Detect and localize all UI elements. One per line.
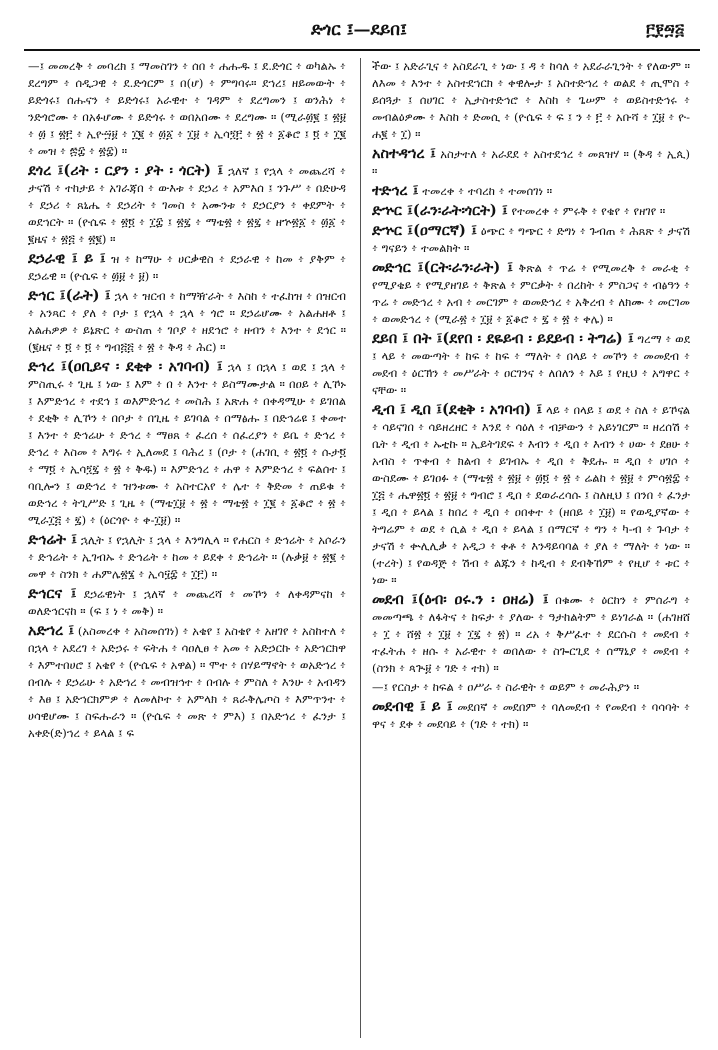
dictionary-entry [28,622,346,742]
entry-headword: ድኅሬት ፤ [28,531,78,548]
entry-headword: ተድኅረ ፤ [372,182,419,199]
dictionary-entry [372,591,690,677]
dictionary-entry [372,58,690,143]
dictionary-entry [28,162,346,248]
page-number: ፫፻፵፭ [646,20,684,39]
dictionary-entry [372,202,690,220]
entry-definition: ላይ ፥ በላይ ፤ ወደ ፥ ስለ ፥ ይኾናል ፥ ሳይናገበ ፥ ሳይዘረዘር ፥ እንደ ፥ ሳዕለ ፥ ብቻውን ፥ አይነገርም ። ዘረሰሽ ፥ ቤት ፥ ዲብ ፥ ኡቲኩ ። ኢይትገደፍ ፥ እብን ፥ ዲበ ፥ እብን ፥ ሀው ፥ ደፀሁ ፥ አብስ ፥ ጥቀብ ፥ ክልብ ፥ ይገብኡ ፥ ዲበ ፥ ቅደሑ ። ዲበ ፥ ሀገሶ ፥ ውስደሙ ፥ ይገዐፉ ፥ (ማቴ፳ ፥ ፳፱ ፥ ፴፬ ፥ ፳ ፥ ሬልከ ፥ ፳፱ ፥ ምሳ፳፰ ፥ ፲፭ ፥ ሔዋ፳፬ ፥ ፳፱ ፥ ግብሮ ፤ ዲበ ፥ ደወራረሳሱ ፤ ስለዚህ ፤ በንበ ፥ ፈንታ ፤ ዲበ ፥ ይላል ፤ ከበረ ፥ ዲበ ፥ ዐበቀተ ፥ (ዘበይ ፥ ፲፱) ። የወዲያኛው ፥ ትግሬም ፥ ወደ ፥ ሲል ፥ ዲበ ፥ ይላል ፤ በማርኛ ፥ ግን ፥ ካ-ብ ፥ ጉባታ ፥ ታናሽ ፥ ቍሊሊቃ ፥ አዲጋ ፥ ቀቶ ፥ እንዳይባባል ፥ ያለ ፥ ማለት ፥ ነው ። (ተረት) ፤ የወዳጅ ፥ ሽብ ፥ ልጁን ፥ ከዲብ ፥ ደብቅኸም ፥ የዚሆ ፥ ቱር ፥ ነው ። [372,403,690,587]
entry-definition: መደበኛ ፥ መደበም ፥ ባለመደብ ፥ የመደብ ፥ ባሳባት ፥ ዋና ፥ ደቀ ፥ መደባይ ፥ (ገድ ፥ ተክ) ። [372,700,690,731]
entry-headword: ድኅረ ፤(ዐቢይና ፡ ደቂቀ ፡ አገባብ) ፤ [28,358,223,375]
entry-definition: በቁሙ ፥ ዕርከን ፥ ምሰራግ ፥ መመጣጫ ፥ ለፋትና ፥ ከፍታ ፥ ያለው ፥ ዓታከልትም ፥ ይነገራል ። (ሐገዘሸ ፥ ፲ ፥ ሸ፳ ፥ ፲፱ ፥ ፲፯ ፥ ፳) ። ረአ ፥ ቅሥፈተ ፥ ደርሱስ ፥ መደብ ፥ ተፈትሐ ፥ ዘሱ ፥ አራዊተ ፥ ወበለው ፥ ስጐርጊደ ፥ ሰማኒያ ፥ መደብ ፥ (ስንክ ፥ ጳጒ፱ ፥ ገድ ፥ ተክ) ። [372,593,690,675]
running-head [0,18,718,48]
entry-definition: ኋላ ፤ በኋላ ፤ ወደ ፤ ኋላ ፥ ምስጢሩ ፥ ጊዜ ፤ ነው ፤ እም ፥ በ ፥ እንተ ፥ ይስማሙታል ። በዐይ ፥ ሊኾኑ ፤ እምድኅረ ፥ ተደኅ ፤ ወእምድኅረ ፥ መስሕ ፤ አጽሐ ፥ በቀዳሚሁ ፥ ይገበል ፥ ደቂቅ ፥ ሊኾን ፥ በቦታ ፥ በጊዜ ፥ ይገባል ፥ በማፅሑ ፤ በድኅሬዩ ፤ ቀመተ ፤ እንተ ፥ ድኅሬሁ ፥ ድኅረ ፥ ማፀጸ ፥ ፈረሰ ፥ ሰፈረያን ፥ ይቤ ፥ ድኅረ ፥ ድኅረ ፥ እስመ ፥ እግሩ ፥ ኢለመደ ፤ ባሕረ ፤ (ቦታ ፥ (ሐገቢ ፥ ፳፬ ፥ ሱታ፬ ፥ ማ፬ ፥ ኢሳ፺፯ ፥ ፳ ፥ ቅዱ) ። እምድኅረ ፥ ሐዋ ፥ እምድኅረ ፥ ፍልሰተ ፤ ባቢሎን ፤ ወድኅረ ፥ ዝንቱሙ ፥ አስተርአየ ፥ ሌተ ፥ ቅድመ ፥ ጠይቁ ፥ ወድኅረ ፥ ትጊሥድ ፤ ጊዜ ፥ (ማቴ፲፱ ፥ ፳ ፥ ማቴ፳ ፥ ፲፪ ፥ ፩ቆሮ ፥ ፳ ፥ ሚራ፲፭ ፥ ፯) ፥ (ዕርጎዮ ፥ ቀ-፲፱) ። [28,360,346,527]
entry-headword: ደኃራዊ ፤ ይ ፤ [28,250,106,267]
dictionary-entry [372,145,690,180]
entry-definition: ኋላ ፥ ዝርብ ፥ ከማዥራት ፥ እስከ ፥ ተፈከዝ ፥ በዝርብ ፥ አንጻር ፥ ያለ ፥ ቦታ ፤ የኋላ ፥ ኋላ ፥ ጎሮ ። ደኃሬሆሙ ፥ አልሐዘቶ ፤ አልሐዎዎ ፥ ይኔጽር ፥ ውስጠ ፥ ገቦያ ፥ ዘደኅሮ ፥ ዘብን ፥ እንተ ፥ ደኅር ። (፪ዜና ፥ ፬ ፥ ፬ ፥ ግብ፭፭ ፥ ፳ ፥ ቅዳ ፥ ሕር) ። [28,289,346,354]
entry-headword: ዲብ ፤ ዲበ ፤(ደቂቅ ፡ አገባብ) ፤ [372,401,543,418]
running-head-title: ድጎር ፤—ደይበ፤ [311,20,407,40]
entry-definition: ኋሊት ፤ የኋሊት ፤ ኋላ ፥ እንግሊላ ። የሐርስ ፥ ድኅሬት ፥ አሶራን ፥ ድኅሬት ፥ ኢገብኡ ፥ ድኅሬት ፥ ከመ ፥ ይደቀ ፥ ድኅሬት ። (ሉቃ፱ ፥ ፳፪ ፥ መዋ ፥ ስንክ ፥ ሐምሌ፳፮ ፥ ኢሳ፶፰ ፥ ፲፫) ። [28,533,346,581]
entry-definition: የተመረቀ ፥ ምሩቅ ፥ የቄየ ፥ የዘገየ ። [511,204,666,218]
dictionary-entry [28,358,346,529]
entry-headword: መደብዊ ፤ ይ ፤ [372,698,453,715]
entry-definition: አስታተለ ፥ አራደደ ፥ አስተደኅረ ፥ መጸዝሃ ። (ቅዳ ፥ ኢጲ) ። [372,147,690,178]
entry-definition: ደኃሬዊነት ፤ ኋለኛ ፥ መጨረሻ ፥ መኾን ፥ ለቀዳምናከ ፥ ወለድኅርናከ ። (ፍ ፤ ነ ፥ መቅ) ። [28,587,346,618]
entry-headword: ደይበ ፤ በት ፤(ደየበ ፡ ደዬይብ ፡ ይደይብ ፡ ትግሬ) ፤ [372,330,634,347]
entry-headword: ድኍር ፤(ዐማርኛ) ፤ [372,222,478,239]
entry-headword: ድኅርና ፤ [28,585,77,602]
entry-headword: ድኅር ፤(ራት) ፤ [28,287,111,304]
entry-definition: ዝ ፥ ከማሁ ፥ ሀርቃዊስ ፥ ደኃራዊ ፥ ከመ ፥ ያቅም ፥ ደኃሬዊ ። (ዮሴፍ ፥ ፴፱ ፥ ፱) ። [28,252,346,283]
entry-definition: ቅጽል ፥ ጥሬ ፥ የሚመረቅ ፥ መራቂ ፥ የሚያቄይ ፥ የሚያዘገይ ፥ ቅጽል ፥ ምርቃት ፥ በረከት ፥ ምስጋና ፥ ብፅዓን ፥ ጥሬ ፥ መድኅረ ፥ አብ ፥ መርገም ፥ ወመድኅረ ፥ አቅረብ ፥ ለክሙ ፥ መርገመ ፥ ወመድኅረ ፥ (ሚራ፳ ፥ ፲፱ ፥ ፩ቆሮ ፥ ፯ ፥ ፳ ፥ ቀሌ) ። [372,261,690,326]
entry-definition: ኋለኛ ፤ የኋላ ፥ መጨረሻ ፥ ታናሽ ፥ ተከታይ ፥ አገራጃበ ፥ ውእቱ ፥ ደኃሪ ፥ አምእሰ ፤ ንጉሥ ፥ በድሁዳ ፥ ደኃሪ ፥ ጸኒሔ ፥ ደኃሪት ፥ ገመስ ፥ አሙንቱ ፥ ደኃርያን ፥ ቀደምት ፥ ወደኀርት ። (ዮሴፍ ፥ ፳፬ ፥ ፲፰ ፤ ፳፯ ፥ ማቴ፳ ፥ ፳፯ ፥ ዘኍ፳፩ ፥ ፴፩ ፥ ፪ዜና ፥ ፳፭ ፥ ፳፪) ። [28,164,346,246]
entry-definition: ተመረቀ ፥ ተባረከ ፥ ተመሰገነ ። [422,184,553,198]
header-rule [24,49,700,51]
entry-definition: (አስመረቀ ፥ አስመሰገነ) ፥ አቄየ ፤ አስቄየ ፥ አዘገየ ፥ አስከተለ ፥ በኋላ ፥ አደረገ ፥ አድኃሩ ፥ ፍትሐ ፥ ሳዐሊፀ ፥ አመ ፥ አድኃርኩ ፥ አድኀርክዋ ፥ እምተበሀሮ ፤ አቄየ ፥ (ዮሴፍ ፥ አዋል) ። ሞተ ፥ በሃይማኖት ፥ ወአድኀረ ፥ በብሉ ፥ ደኃሬሁ ፥ አድኀረ ፥ መብዝኅተ ፥ በብሉ ፥ ምስለ ፥ እንሁ ፥ አብዳን ፥ እፀ ፤ አድኀርክምዎ ፥ ለመለኮተ ፥ አምላክ ፥ ጸራቅሌጦስ ፥ እምጥንተ ፥ ሀሳዊሆሙ ፤ ስፍሑራን ። (ዮሴፍ ፥ መጽ ፥ ምእ) ፤ በአድኀረ ፥ ፈንታ ፤ አቀድ(ድ)ኀረ ፥ ይላል ፤ ፍ [28,624,346,740]
column-divider [360,58,361,1038]
entry-definition: —፤ መመረቅ ፥ መባረክ ፤ ማመስገን ፥ ሰበ ፥ ሐሑዱ ፤ ደ.ድጎር ፥ ወካልኡ ፥ ደረግም ፥ ሰዲጋዊ ፥ ደ.ድጎርም ፤ በ(ሆ) ፥ ምግባሩ። ደኀረ፤ ዘይመውት ፥ ይድጎሩ፤ ሰሑናን ፥ ይድጎሩ፤ አራዊተ ፥ ገዳም ፥ ደረግመን ፤ ወንሕነ ፥ ንድጎሮሙ ፥ በአፉሆሙ ፥ ይድጎሩ ፥ ወበአበሙ ፥ ደረግሙ ። (ሚራ፴፪ ፤ ፳፱ ፥ ፴ ፤ ፳፫ ፥ ኢዮ፵፱ ፥ ፲፪ ፥ ፴፩ ፥ ፲፱ ፥ ኢሳ፺፫ ፥ ፳ ፥ ፩ቆሮ ፤ ፬ ፥ ፲፪ ፥ መዝ ፥ ፷፰ ፥ ፳፰) ። [28,59,346,158]
entry-definition: —፤ የርስታ ፥ ከፍል ፥ ዐሥራ ፥ ስራዊት ፥ ወይም ፥ መራሕያን ። [372,680,640,694]
dictionary-entry [372,679,690,696]
left-column [28,58,346,1038]
entry-definition: ዕጭር ፥ ግጭር ፥ ድግነ ፥ ጉብጠ ፥ ሕጸጽ ፥ ታናሽ ፥ ግናይን ፥ ተመልክት ። [372,224,690,255]
dictionary-entry [372,330,690,399]
entry-headword: አስተዳኀረ ፤ [372,145,436,162]
entry-headword: መድኅር ፤(ርት፡ራን፡ራት) ፤ [372,259,514,276]
dictionary-entry [28,58,346,160]
entry-definition: ግረማ ፥ ወደ ፤ ላይ ፥ መውጣት ፥ ከፍ ፥ ከፍ ፥ ማለት ፥ በላይ ፥ መኾን ፥ መመደብ ፥ መደብ ፥ ዕርኽን ፥ መሥራት ፥ ዐርገንና ፥ ለበለን ፥ እይ ፤ የዚህ ፥ አግዋር ፥ ናቸው ። [372,332,690,397]
dictionary-entry [28,531,346,583]
dictionary-entry [372,259,690,328]
dictionary-entry [372,401,690,589]
dictionary-entry [372,182,690,200]
entry-headword: መደብ ፤(ዕብ፡ ዐሩ.ን ፡ ዐዘሬ) ፤ [372,591,549,608]
right-column [372,58,690,1038]
dictionary-entry [372,222,690,257]
entry-definition: ችው ፤ አድራጊና ፥ አስደራጊ ፥ ነው ፤ ዳ ፥ ከሳለ ፥ አደራራጊንት ፥ የለውም ። ለእመ ፥ እንተ ፥ አስተደኀርክ ፥ ቀዊሎታ ፤ አስተድኀረ ፥ ወልደ ፥ ጢሞስ ፥ ይሰጓታ ፤ ሰሀገር ፥ ኢታስተድኅሮ ፥ እስከ ፥ ጌሠም ፥ ወይስተድኅሩ ፥ መብልዕዎሙ ፥ እስከ ፥ ድመሲ ፥ (ዮሴፍ ፥ ፍ ፤ ን ፥ ፫ ፥ አቡሻ ፥ ፲፱ ፥ ዮ-ሐ፪ ፥ ፲) ። [372,59,690,141]
dictionary-entry [28,287,346,356]
dictionary-entry [372,698,690,733]
dictionary-entry [28,585,346,620]
entry-headword: ድኍር ፤(ራን፡ራት፡ጎርት) ፤ [372,202,508,219]
dictionary-entry [28,250,346,285]
entry-headword: ደጎረ ፤(ሪት ፡ ርያን ፡ ያት ፡ ጎርት) ፤ [28,162,224,179]
entry-headword: አድኀረ ፤ [28,622,75,639]
